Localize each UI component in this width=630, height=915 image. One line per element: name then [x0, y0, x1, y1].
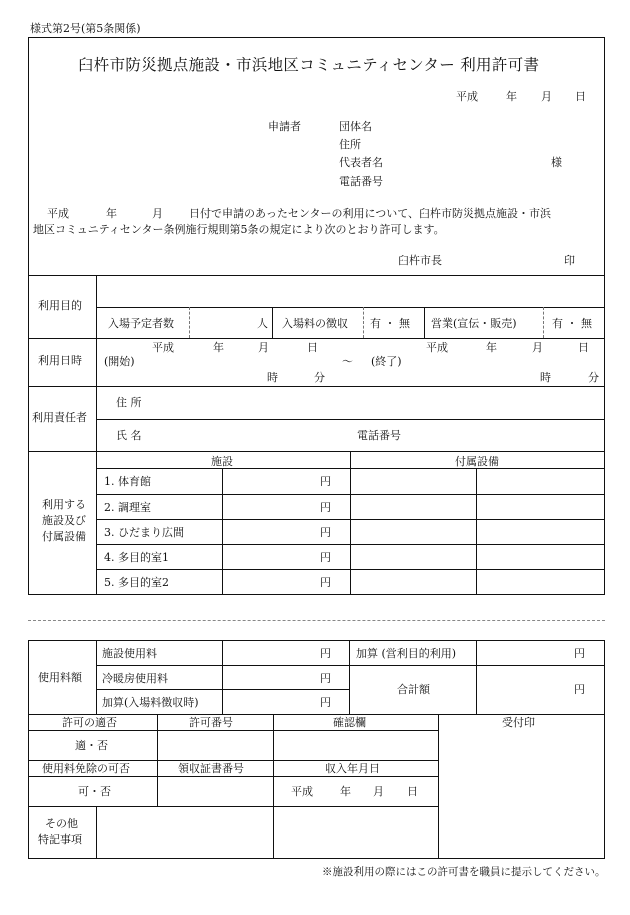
can-cannot: 可・否 [78, 785, 111, 798]
receipt-no-header: 領収証書番号 [178, 762, 244, 775]
issue-date-day: 日 [575, 90, 586, 103]
responsible-phone: 電話番号 [357, 429, 401, 442]
confirm-header: 確認欄 [333, 716, 366, 729]
facilities-label-1: 利用する [42, 498, 86, 511]
facility-header: 施設 [211, 455, 233, 468]
facility-yen-3: 円 [320, 526, 331, 539]
form-number: 様式第2号(第5条関係) [30, 22, 141, 35]
income-month: 月 [373, 785, 384, 798]
attendees-label: 入場予定者数 [108, 317, 174, 330]
permit-no-header: 許可番号 [189, 716, 233, 729]
fee-collection-label: 入場料の徴収 [282, 317, 348, 330]
responsible-name: 氏 名 [116, 429, 142, 442]
fees-label: 使用料額 [38, 671, 82, 684]
income-day: 日 [407, 785, 418, 798]
responsible-label: 利用責任者 [32, 411, 87, 424]
income-era: 平成 [291, 785, 313, 798]
fee-collection-yes-no: 有 ・ 無 [370, 317, 410, 330]
cut-line [28, 620, 605, 621]
start-hour: 時 [267, 371, 278, 384]
issue-date-era: 平成 [456, 90, 478, 103]
facility-item-1: 1. 体育館 [104, 475, 151, 488]
issue-date-month: 月 [541, 90, 552, 103]
applicant-label: 申請者 [268, 120, 301, 133]
facilities-label-3: 付属設備 [42, 530, 86, 543]
hvac-fee: 冷暖房使用料 [102, 672, 168, 685]
facility-item-4: 4. 多目的室1 [104, 551, 169, 564]
end-hour: 時 [540, 371, 551, 384]
end-minute: 分 [588, 371, 599, 384]
business-label: 営業(宣伝・販売) [431, 317, 517, 330]
other-label-1: その他 [45, 817, 78, 830]
other-label-2: 特記事項 [38, 833, 82, 846]
equipment-header: 付属設備 [455, 455, 499, 468]
start-month: 月 [258, 341, 269, 354]
form-title: 臼杵市防災拠点施設・市浜地区コミュニティセンター 利用許可書 [78, 56, 540, 74]
end-era: 平成 [426, 341, 448, 354]
permit-ok-header: 許可の適否 [62, 716, 117, 729]
facility-fee-yen: 円 [320, 647, 331, 660]
business-yes-no: 有 ・ 無 [552, 317, 592, 330]
body-text-line2: 地区コミュニティセンター条例施行規則第5条の規定により次のとおり許可します。 [33, 223, 445, 236]
addition-profit-yen: 円 [574, 647, 585, 660]
facility-item-2: 2. 調理室 [104, 501, 151, 514]
facilities-label-2: 施設及び [42, 514, 86, 527]
start-label: (開始) [104, 355, 135, 368]
body-month: 月 [152, 207, 163, 220]
tilde: 〜 [342, 355, 353, 368]
applicant-address: 住所 [339, 138, 361, 151]
addition-entry-fee: 加算(入場料徴収時) [102, 696, 199, 709]
hvac-fee-yen: 円 [320, 672, 331, 685]
facility-item-5: 5. 多目的室2 [104, 576, 169, 589]
mayor-seal: 印 [564, 254, 575, 267]
start-year: 年 [213, 341, 224, 354]
mayor-label: 臼杵市長 [398, 254, 442, 267]
responsible-address: 住 所 [116, 396, 142, 409]
body-text-line1: 日付で申請のあったセンターの利用について、臼杵市防災拠点施設・市浜 [189, 207, 552, 220]
reception-seal-header: 受付印 [502, 716, 535, 729]
attendees-unit: 人 [257, 317, 268, 330]
applicant-phone: 電話番号 [339, 175, 383, 188]
addition-profit-fee: 加算 (営利目的利用) [356, 647, 457, 660]
end-label: (終了) [371, 355, 402, 368]
start-day: 日 [307, 341, 318, 354]
body-era: 平成 [47, 207, 69, 220]
facility-yen-4: 円 [320, 551, 331, 564]
issue-date-year: 年 [506, 90, 517, 103]
total-label: 合計額 [397, 683, 430, 696]
addition-entry-yen: 円 [320, 696, 331, 709]
applicant-honorific: 様 [551, 156, 562, 169]
end-day: 日 [578, 341, 589, 354]
facility-fee: 施設使用料 [102, 647, 157, 660]
facility-yen-5: 円 [320, 576, 331, 589]
applicant-representative: 代表者名 [339, 156, 383, 169]
facility-yen-2: 円 [320, 501, 331, 514]
datetime-label: 利用日時 [38, 354, 82, 367]
income-date-header: 収入年月日 [325, 762, 380, 775]
end-month: 月 [532, 341, 543, 354]
body-year: 年 [106, 207, 117, 220]
ok-ng: 適・否 [75, 739, 108, 752]
applicant-group-name: 団体名 [339, 120, 372, 133]
start-minute: 分 [314, 371, 325, 384]
end-year: 年 [486, 341, 497, 354]
facility-item-3: 3. ひだまり広間 [104, 526, 184, 539]
purpose-label: 利用目的 [38, 299, 82, 312]
exemption-header: 使用料免除の可否 [42, 762, 130, 775]
start-era: 平成 [152, 341, 174, 354]
facility-yen-1: 円 [320, 475, 331, 488]
footer-note: ※施設利用の際にはこの許可書を職員に提示してください。 [322, 866, 606, 878]
income-year: 年 [340, 785, 351, 798]
total-yen: 円 [574, 683, 585, 696]
